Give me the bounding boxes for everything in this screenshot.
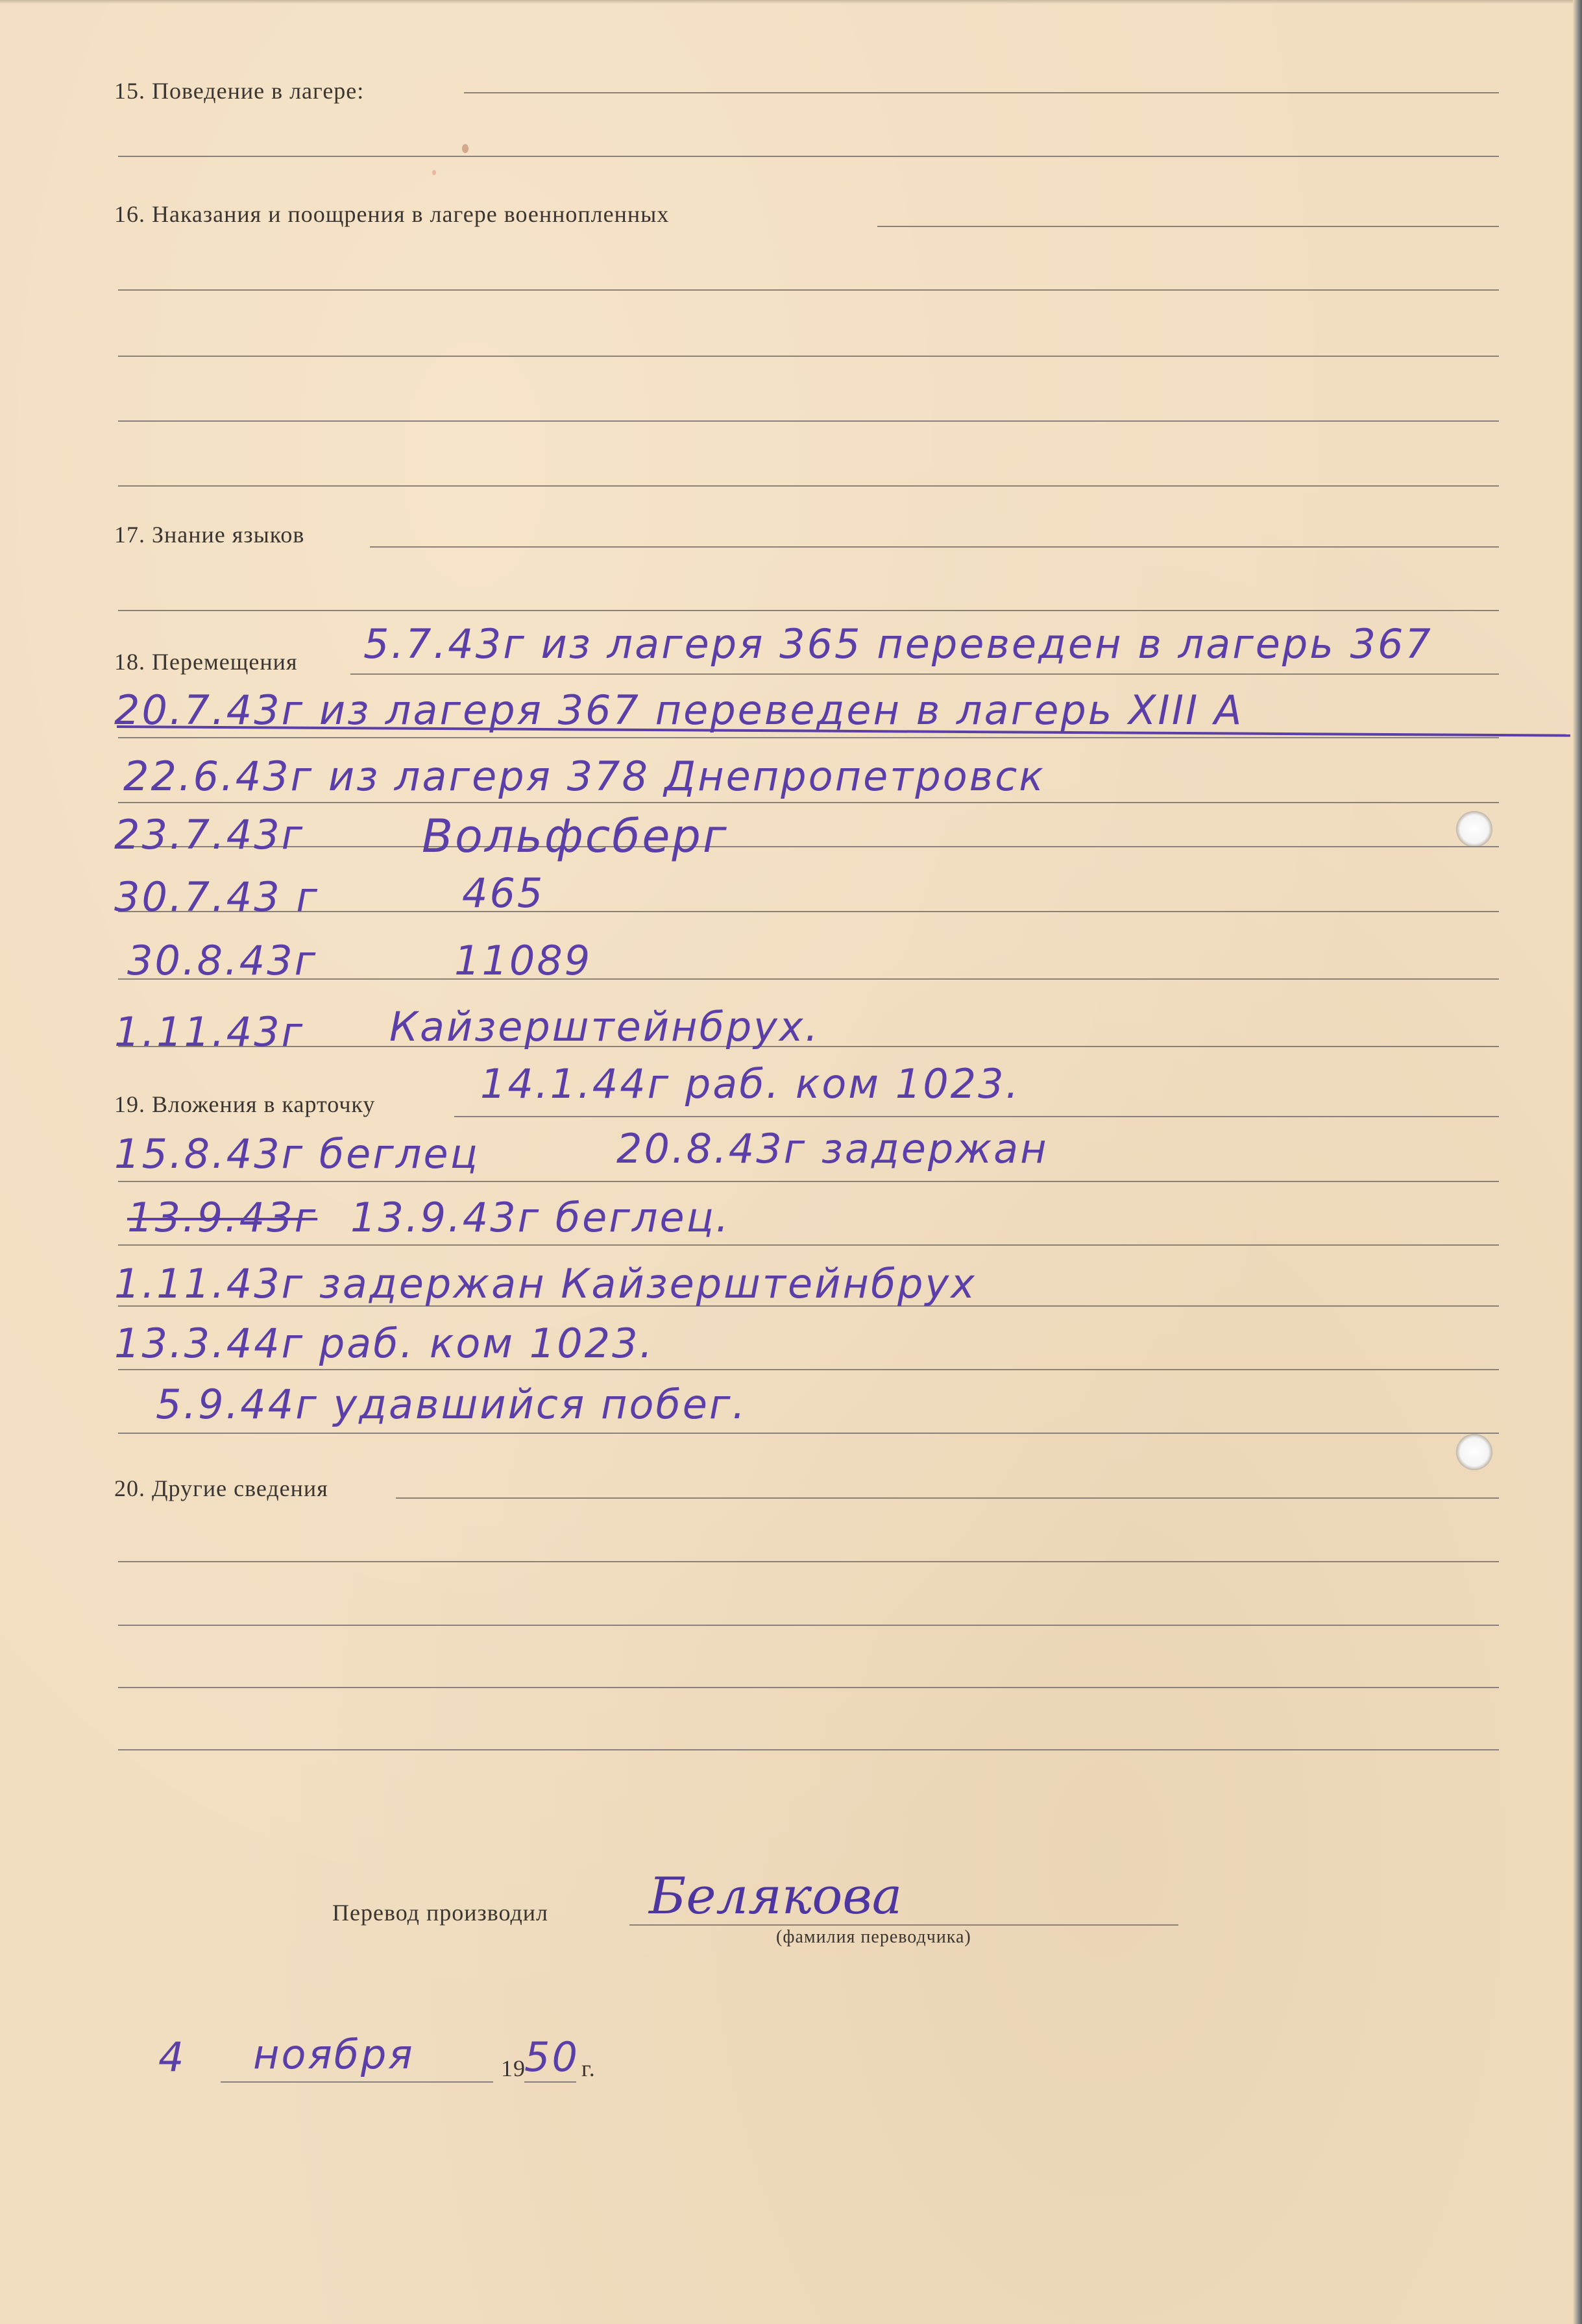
rule-line — [877, 226, 1499, 227]
movement-entry: 22.6.43г из лагеря 378 Днепропетровск — [123, 753, 1045, 800]
paper-edge-right — [1573, 0, 1582, 2324]
rule-line — [118, 911, 1499, 912]
punch-hole-upper — [1456, 811, 1492, 847]
rule-line — [118, 356, 1499, 357]
movement-entry: 465 — [462, 869, 545, 917]
rule-line — [118, 1561, 1499, 1562]
rule-line — [118, 802, 1499, 803]
field-16-label: 16. Наказания и поощрения в лагере военнопленных — [114, 201, 670, 227]
rule-line — [118, 420, 1499, 422]
attachment-entry: 13.9.43г беглец. — [350, 1194, 731, 1241]
translator-signature: Белякова — [649, 1867, 903, 1926]
movement-entry: Кайзерштейнбрух. — [389, 1003, 820, 1050]
translator-caption: (фамилия переводчика) — [776, 1927, 971, 1947]
date-year-suffix: г. — [581, 2055, 596, 2081]
attachment-entry: 5.9.44г удавшийся побег. — [156, 1381, 748, 1428]
paper-edge-top — [0, 0, 1582, 4]
attachment-entry: 1.11.43г задержан Кайзерштейнбрух — [114, 1260, 977, 1307]
field-15-label: 15. Поведение в лагере: — [114, 78, 365, 104]
date-year: 50 — [524, 2033, 579, 2081]
field-20-label: 20. Другие сведения — [114, 1475, 328, 1501]
field-19-label: 19. Вложения в карточку — [114, 1091, 376, 1117]
attachment-entry-struck: 13.9.43г — [127, 1194, 318, 1241]
field-18-label: 18. Перемещения — [114, 649, 298, 675]
rule-line — [118, 610, 1499, 611]
rule-line — [454, 1116, 1499, 1117]
rule-line — [118, 1625, 1499, 1626]
movement-entry: 30.7.43 г — [114, 873, 319, 921]
movement-entry: Вольфсберг — [422, 810, 729, 863]
stain-mark — [462, 144, 469, 153]
movement-entry: 5.7.43г из лагеря 365 переведен в лагерь 367 — [363, 620, 1433, 668]
date-month: ноября — [253, 2031, 415, 2078]
rule-line — [118, 1181, 1499, 1182]
rule-line — [118, 846, 1499, 847]
rule-line — [118, 737, 1499, 738]
rule-line — [118, 1749, 1499, 1750]
rule-line — [118, 289, 1499, 291]
movement-entry: 23.7.43г — [114, 811, 305, 858]
movement-entry: 11089 — [454, 937, 592, 984]
rule-line — [396, 1497, 1499, 1499]
field-17-label: 17. Знание языков — [114, 522, 305, 548]
rule-line — [118, 485, 1499, 487]
rule-line — [118, 156, 1499, 157]
attachment-entry: 15.8.43г беглец — [114, 1130, 480, 1178]
date-day: 4 — [158, 2033, 186, 2081]
movement-entry: 14.1.44г раб. ком 1023. — [480, 1060, 1021, 1108]
rule-line — [221, 2081, 493, 2083]
date-year-prefix: 19 — [501, 2055, 526, 2081]
movement-entry: 20.7.43г из лагеря 367 переведен в лагерь XIII A — [114, 686, 1244, 734]
rule-line — [524, 2081, 576, 2083]
movement-entry: 30.8.43г — [127, 937, 318, 984]
attachment-entry: 20.8.43г задержан — [616, 1125, 1049, 1172]
rule-line — [118, 1244, 1499, 1246]
rule-line — [118, 978, 1499, 980]
rule-line — [118, 1369, 1499, 1370]
rule-line — [370, 546, 1499, 548]
rule-line — [118, 1433, 1499, 1434]
movement-entry: 1.11.43г — [114, 1008, 305, 1056]
rule-line — [464, 92, 1499, 93]
rule-line — [118, 1687, 1499, 1688]
rule-line — [350, 673, 1499, 675]
punch-hole-lower — [1456, 1434, 1492, 1470]
translator-label: Перевод производил — [332, 1900, 548, 1926]
stain-mark — [432, 170, 436, 175]
attachment-entry: 13.3.44г раб. ком 1023. — [114, 1320, 655, 1367]
